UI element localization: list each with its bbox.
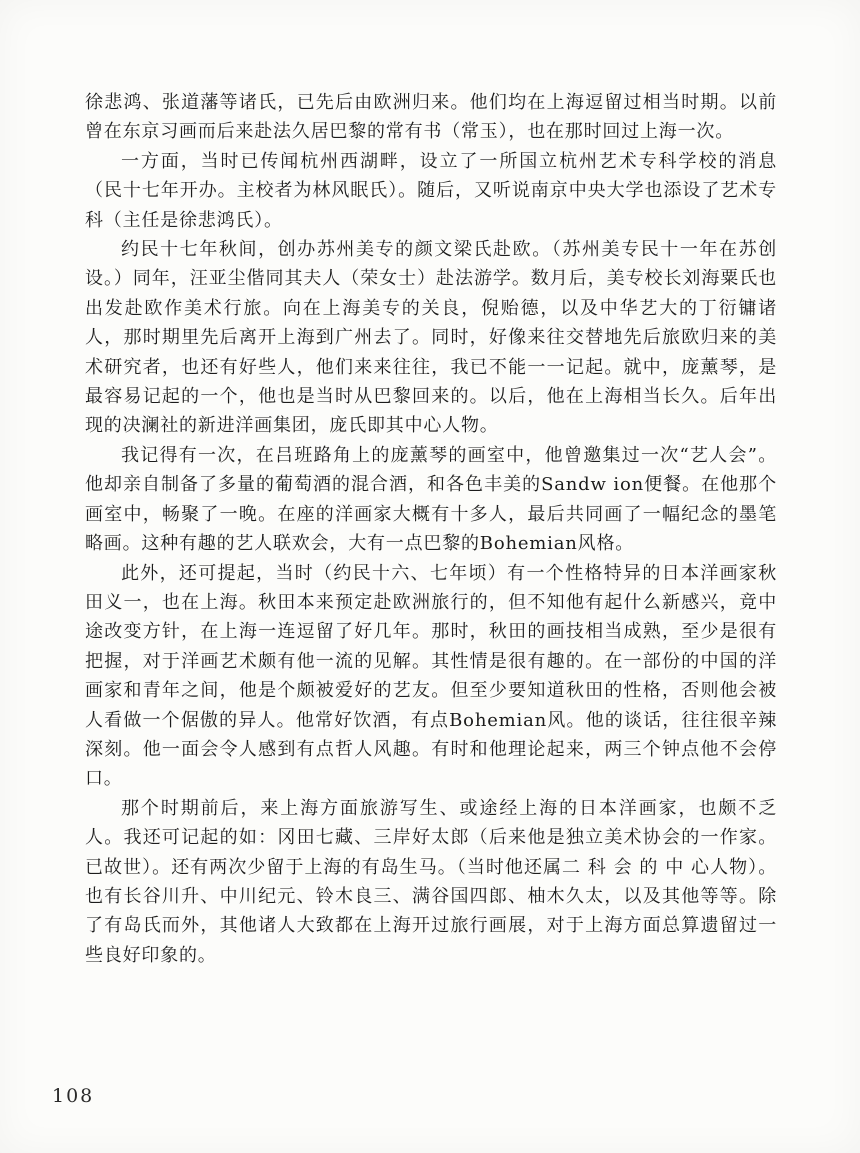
paragraph: 此外，还可提起，当时（约民十六、七年顷）有一个性格特异的日本洋画家秋田义一，也在上海。秋田本来预定赴欧洲旅行的，但不知他有起什么新感兴，竟中途改变方针，在上海一连逗留了好几年。那时，秋田的画技相当成熟，至少是很有把握，对于洋画艺术颇有他一流的见解。其性情是很有趣的。在一部份的中国的洋画家和青年之间，他是个颇被爱好的艺友。但至少要知道秋田的性格，否则他会被人看做一个倨傲的异人。他常好饮酒，有点Bohemian风。他的谈话，往往很辛辣深刻。他一面会令人感到有点哲人风趣。有时和他理论起来，两三个钟点他不会停口。 <box>85 562 777 790</box>
text-block <box>85 88 777 970</box>
page-number: 108 <box>52 1085 95 1107</box>
paragraph: 那个时期前后，来上海方面旅游写生、或途经上海的日本洋画家，也颇不乏人。我还可记起的如：冈田七藏、三岸好太郎（后来他是独立美术协会的一作家。已故世）。还有两次少留于上海的有岛生马。（当时他还属二 科 会 的 中 心人物）。也有长谷川升、中川纪元、铃木良三、满谷国四郎、柚木久太，以及其他等等。除了有岛氏而外，其他诸人大致都在上海开过旅行画展，对于上海方面总算遗留过一些良好印象的。 <box>85 797 777 966</box>
paragraph: 我记得有一次，在吕班路角上的庞薰琴的画室中，他曾邀集过一次“艺人会”。他却亲自制备了多量的葡萄酒的混合酒，和各色丰美的Sandw ion便餐。在他那个画室中，畅聚了一晚。在座的洋画家大概有十多人，最后共同画了一幅纪念的墨笔略画。这种有趣的艺人联欢会，大有一点巴黎的Bohemian风格。 <box>85 444 777 555</box>
paragraph: 一方面，当时已传闻杭州西湖畔，设立了一所国立杭州艺术专科学校的消息（民十七年开办。主校者为林风眠氏）。随后，又听说南京中央大学也添设了艺术专科（主任是徐悲鸿氏）。 <box>85 150 777 231</box>
paragraph: 徐悲鸿、张道藩等诸氏，已先后由欧洲归来。他们均在上海逗留过相当时期。以前曾在东京习画而后来赴法久居巴黎的常有书（常玉），也在那时回过上海一次。 <box>85 92 777 143</box>
paragraph: 约民十七年秋间，创办苏州美专的颜文梁氏赴欧。（苏州美专民十一年在苏创设。）同年，汪亚尘偕同其夫人（荣女士）赴法游学。数月后，美专校长刘海粟氏也出发赴欧作美术行旅。向在上海美专的关良，倪贻德，以及中华艺大的丁衍镛诸人，那时期里先后离开上海到广州去了。同时，好像来往交替地先后旅欧归来的美术研究者，也还有好些人，他们来来往往，我已不能一一记起。就中，庞薰琴，是最容易记起的一个，他也是当时从巴黎回来的。以后，他在上海相当长久。后年出现的决澜社的新进洋画集团，庞氏即其中心人物。 <box>85 239 777 437</box>
